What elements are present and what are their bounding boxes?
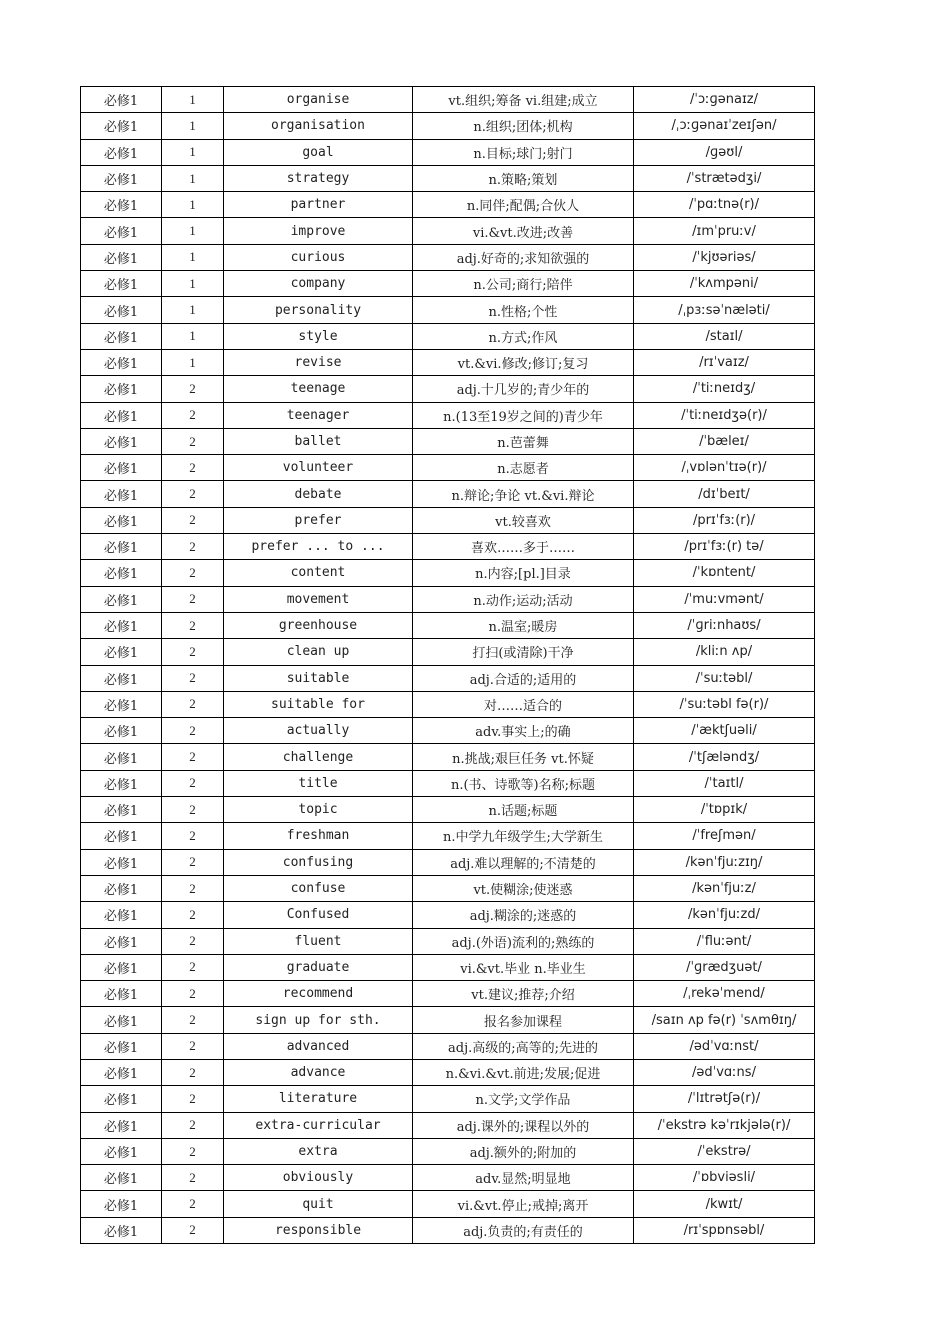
meaning-cell: adj.课外的;课程以外的: [413, 1112, 634, 1138]
meaning-cell: n.&vi.&vt.前进;发展;促进: [413, 1059, 634, 1085]
table-row: [81, 402, 815, 428]
textbook-cell: 必修1: [81, 218, 162, 244]
word-cell: suitable for: [224, 691, 413, 717]
word-cell: extra: [224, 1138, 413, 1164]
unit-cell: 2: [162, 1191, 224, 1217]
unit-cell: 2: [162, 639, 224, 665]
textbook-cell: 必修1: [81, 823, 162, 849]
word-cell: advance: [224, 1059, 413, 1085]
unit-cell: 2: [162, 612, 224, 638]
textbook-cell: 必修1: [81, 428, 162, 454]
word-cell: content: [224, 560, 413, 586]
table-row: [81, 639, 815, 665]
phonetic-cell: /saɪn ʌp fə(r) ˈsʌmθɪŋ/: [634, 1007, 815, 1033]
table-row: [81, 744, 815, 770]
textbook-cell: 必修1: [81, 1033, 162, 1059]
textbook-cell: 必修1: [81, 1112, 162, 1138]
meaning-cell: n.(书、诗歌等)名称;标题: [413, 770, 634, 796]
unit-cell: 2: [162, 797, 224, 823]
unit-cell: 2: [162, 1033, 224, 1059]
meaning-cell: n.方式;作风: [413, 323, 634, 349]
meaning-cell: adv.显然;明显地: [413, 1165, 634, 1191]
word-cell: prefer ... to ...: [224, 534, 413, 560]
meaning-cell: adj.糊涂的;迷惑的: [413, 902, 634, 928]
unit-cell: 2: [162, 665, 224, 691]
table-row: [81, 507, 815, 533]
unit-cell: 2: [162, 1007, 224, 1033]
phonetic-cell: /kənˈfjuːzɪŋ/: [634, 849, 815, 875]
phonetic-cell: /ɪmˈpruːv/: [634, 218, 815, 244]
meaning-cell: n.目标;球门;射门: [413, 139, 634, 165]
phonetic-cell: /ˌpɜːsəˈnæləti/: [634, 297, 815, 323]
table-row: [81, 797, 815, 823]
unit-cell: 2: [162, 534, 224, 560]
meaning-cell: adj.难以理解的;不清楚的: [413, 849, 634, 875]
phonetic-cell: /ˈɒbviəsli/: [634, 1165, 815, 1191]
phonetic-cell: /ˌrekəˈmend/: [634, 981, 815, 1007]
word-cell: organisation: [224, 113, 413, 139]
table-row: [81, 297, 815, 323]
table-row: [81, 87, 815, 113]
phonetic-cell: /ˈæktʃuəli/: [634, 718, 815, 744]
unit-cell: 2: [162, 376, 224, 402]
textbook-cell: 必修1: [81, 1191, 162, 1217]
unit-cell: 2: [162, 1059, 224, 1085]
phonetic-cell: /ˈekstrə/: [634, 1138, 815, 1164]
word-cell: greenhouse: [224, 612, 413, 638]
table-row: [81, 165, 815, 191]
phonetic-cell: /ˌɔːɡənaɪˈzeɪʃən/: [634, 113, 815, 139]
table-row: [81, 1165, 815, 1191]
word-cell: suitable: [224, 665, 413, 691]
textbook-cell: 必修1: [81, 849, 162, 875]
phonetic-cell: /ˈstrætədʒi/: [634, 165, 815, 191]
word-cell: literature: [224, 1086, 413, 1112]
textbook-cell: 必修1: [81, 1165, 162, 1191]
unit-cell: 2: [162, 954, 224, 980]
unit-cell: 2: [162, 744, 224, 770]
textbook-cell: 必修1: [81, 875, 162, 901]
phonetic-cell: /kənˈfjuːz/: [634, 875, 815, 901]
phonetic-cell: /rɪˈvaɪz/: [634, 349, 815, 375]
table-row: [81, 534, 815, 560]
unit-cell: 1: [162, 297, 224, 323]
table-row: [81, 665, 815, 691]
word-cell: topic: [224, 797, 413, 823]
meaning-cell: 对……适合的: [413, 691, 634, 717]
word-cell: challenge: [224, 744, 413, 770]
meaning-cell: n.(13至19岁之间的)青少年: [413, 402, 634, 428]
table-row: [81, 875, 815, 901]
textbook-cell: 必修1: [81, 797, 162, 823]
phonetic-cell: /ˈkɒntent/: [634, 560, 815, 586]
phonetic-cell: /ˈsuːtəbl fə(r)/: [634, 691, 815, 717]
meaning-cell: 打扫(或清除)干净: [413, 639, 634, 665]
phonetic-cell: /ˈfluːənt/: [634, 928, 815, 954]
unit-cell: 2: [162, 691, 224, 717]
textbook-cell: 必修1: [81, 1086, 162, 1112]
textbook-cell: 必修1: [81, 165, 162, 191]
unit-cell: 1: [162, 113, 224, 139]
table-row: [81, 218, 815, 244]
phonetic-cell: /ˈmuːvmənt/: [634, 586, 815, 612]
table-row: [81, 139, 815, 165]
phonetic-cell: /ˌvɒlənˈtɪə(r)/: [634, 455, 815, 481]
meaning-cell: n.挑战;艰巨任务 vt.怀疑: [413, 744, 634, 770]
unit-cell: 1: [162, 218, 224, 244]
word-cell: fluent: [224, 928, 413, 954]
phonetic-cell: /ˈbæleɪ/: [634, 428, 815, 454]
meaning-cell: adj.额外的;附加的: [413, 1138, 634, 1164]
textbook-cell: 必修1: [81, 87, 162, 113]
textbook-cell: 必修1: [81, 928, 162, 954]
meaning-cell: vt.组织;筹备 vi.组建;成立: [413, 87, 634, 113]
phonetic-cell: /kwɪt/: [634, 1191, 815, 1217]
meaning-cell: adj.合适的;适用的: [413, 665, 634, 691]
meaning-cell: n.组织;团体;机构: [413, 113, 634, 139]
meaning-cell: n.策略;策划: [413, 165, 634, 191]
textbook-cell: 必修1: [81, 1138, 162, 1164]
phonetic-cell: /ˈpɑːtnə(r)/: [634, 192, 815, 218]
meaning-cell: n.话题;标题: [413, 797, 634, 823]
meaning-cell: adj.十几岁的;青少年的: [413, 376, 634, 402]
meaning-cell: n.内容;[pl.]目录: [413, 560, 634, 586]
phonetic-cell: /ədˈvɑːns/: [634, 1059, 815, 1085]
meaning-cell: vt.较喜欢: [413, 507, 634, 533]
phonetic-cell: /ˈsuːtəbl/: [634, 665, 815, 691]
textbook-cell: 必修1: [81, 770, 162, 796]
vocabulary-table: [80, 86, 815, 1244]
table-row: [81, 770, 815, 796]
vocabulary-table-body: [81, 87, 815, 1244]
unit-cell: 2: [162, 1165, 224, 1191]
textbook-cell: 必修1: [81, 981, 162, 1007]
word-cell: title: [224, 770, 413, 796]
meaning-cell: n.温室;暖房: [413, 612, 634, 638]
unit-cell: 2: [162, 586, 224, 612]
word-cell: obviously: [224, 1165, 413, 1191]
unit-cell: 2: [162, 823, 224, 849]
unit-cell: 1: [162, 349, 224, 375]
word-cell: curious: [224, 244, 413, 270]
meaning-cell: n.芭蕾舞: [413, 428, 634, 454]
meaning-cell: n.公司;商行;陪伴: [413, 271, 634, 297]
word-cell: teenager: [224, 402, 413, 428]
phonetic-cell: /prɪˈfɜː(r) tə/: [634, 534, 815, 560]
table-row: [81, 323, 815, 349]
meaning-cell: adj.高级的;高等的;先进的: [413, 1033, 634, 1059]
unit-cell: 2: [162, 455, 224, 481]
table-row: [81, 349, 815, 375]
meaning-cell: adj.(外语)流利的;熟练的: [413, 928, 634, 954]
table-row: [81, 612, 815, 638]
textbook-cell: 必修1: [81, 113, 162, 139]
textbook-cell: 必修1: [81, 1007, 162, 1033]
textbook-cell: 必修1: [81, 639, 162, 665]
meaning-cell: vt.建议;推荐;介绍: [413, 981, 634, 1007]
phonetic-cell: /kənˈfjuːzd/: [634, 902, 815, 928]
textbook-cell: 必修1: [81, 718, 162, 744]
table-row: [81, 428, 815, 454]
word-cell: confuse: [224, 875, 413, 901]
table-row: [81, 1059, 815, 1085]
word-cell: revise: [224, 349, 413, 375]
unit-cell: 2: [162, 428, 224, 454]
textbook-cell: 必修1: [81, 902, 162, 928]
textbook-cell: 必修1: [81, 954, 162, 980]
phonetic-cell: /ˈtiːneɪdʒə(r)/: [634, 402, 815, 428]
unit-cell: 1: [162, 323, 224, 349]
meaning-cell: vt.使糊涂;使迷惑: [413, 875, 634, 901]
phonetic-cell: /ədˈvɑːnst/: [634, 1033, 815, 1059]
meaning-cell: adv.事实上;的确: [413, 718, 634, 744]
word-cell: organise: [224, 87, 413, 113]
table-row: [81, 113, 815, 139]
phonetic-cell: /ˈkʌmpəni/: [634, 271, 815, 297]
word-cell: Confused: [224, 902, 413, 928]
unit-cell: 2: [162, 928, 224, 954]
phonetic-cell: /dɪˈbeɪt/: [634, 481, 815, 507]
phonetic-cell: /ˈfreʃmən/: [634, 823, 815, 849]
phonetic-cell: /ˈɔːɡənaɪz/: [634, 87, 815, 113]
table-row: [81, 1112, 815, 1138]
meaning-cell: n.同伴;配偶;合伙人: [413, 192, 634, 218]
unit-cell: 1: [162, 244, 224, 270]
unit-cell: 2: [162, 770, 224, 796]
table-row: [81, 718, 815, 744]
word-cell: partner: [224, 192, 413, 218]
textbook-cell: 必修1: [81, 744, 162, 770]
unit-cell: 1: [162, 139, 224, 165]
textbook-cell: 必修1: [81, 586, 162, 612]
meaning-cell: vi.&vt.停止;戒掉;离开: [413, 1191, 634, 1217]
table-row: [81, 192, 815, 218]
phonetic-cell: /kliːn ʌp/: [634, 639, 815, 665]
table-row: [81, 1191, 815, 1217]
textbook-cell: 必修1: [81, 455, 162, 481]
table-row: [81, 586, 815, 612]
phonetic-cell: /ˈɡrædʒuət/: [634, 954, 815, 980]
table-row: [81, 1217, 815, 1243]
meaning-cell: vi.&vt.改进;改善: [413, 218, 634, 244]
unit-cell: 2: [162, 849, 224, 875]
word-cell: sign up for sth.: [224, 1007, 413, 1033]
meaning-cell: n.辩论;争论 vt.&vi.辩论: [413, 481, 634, 507]
unit-cell: 1: [162, 165, 224, 191]
word-cell: movement: [224, 586, 413, 612]
unit-cell: 2: [162, 1112, 224, 1138]
phonetic-cell: /ˈtɒpɪk/: [634, 797, 815, 823]
unit-cell: 2: [162, 981, 224, 1007]
phonetic-cell: /ɡəʊl/: [634, 139, 815, 165]
textbook-cell: 必修1: [81, 481, 162, 507]
word-cell: volunteer: [224, 455, 413, 481]
phonetic-cell: /ˈtʃæləndʒ/: [634, 744, 815, 770]
textbook-cell: 必修1: [81, 244, 162, 270]
phonetic-cell: /ˈɡriːnhaʊs/: [634, 612, 815, 638]
table-row: [81, 455, 815, 481]
textbook-cell: 必修1: [81, 297, 162, 323]
unit-cell: 1: [162, 271, 224, 297]
phonetic-cell: /ˈtaɪtl/: [634, 770, 815, 796]
textbook-cell: 必修1: [81, 507, 162, 533]
word-cell: graduate: [224, 954, 413, 980]
textbook-cell: 必修1: [81, 192, 162, 218]
word-cell: teenage: [224, 376, 413, 402]
textbook-cell: 必修1: [81, 349, 162, 375]
textbook-cell: 必修1: [81, 612, 162, 638]
meaning-cell: n.动作;运动;活动: [413, 586, 634, 612]
word-cell: debate: [224, 481, 413, 507]
word-cell: company: [224, 271, 413, 297]
textbook-cell: 必修1: [81, 560, 162, 586]
meaning-cell: n.性格;个性: [413, 297, 634, 323]
word-cell: prefer: [224, 507, 413, 533]
table-row: [81, 691, 815, 717]
table-row: [81, 481, 815, 507]
word-cell: advanced: [224, 1033, 413, 1059]
unit-cell: 1: [162, 87, 224, 113]
meaning-cell: n.文学;文学作品: [413, 1086, 634, 1112]
textbook-cell: 必修1: [81, 376, 162, 402]
meaning-cell: n.中学九年级学生;大学新生: [413, 823, 634, 849]
table-row: [81, 928, 815, 954]
unit-cell: 2: [162, 402, 224, 428]
phonetic-cell: /ˈekstrə kəˈrɪkjələ(r)/: [634, 1112, 815, 1138]
unit-cell: 2: [162, 875, 224, 901]
word-cell: goal: [224, 139, 413, 165]
word-cell: extra-curricular: [224, 1112, 413, 1138]
table-row: [81, 954, 815, 980]
meaning-cell: vi.&vt.毕业 n.毕业生: [413, 954, 634, 980]
phonetic-cell: /ˈtiːneɪdʒ/: [634, 376, 815, 402]
meaning-cell: adj.好奇的;求知欲强的: [413, 244, 634, 270]
table-row: [81, 902, 815, 928]
textbook-cell: 必修1: [81, 271, 162, 297]
textbook-cell: 必修1: [81, 1059, 162, 1085]
meaning-cell: vt.&vi.修改;修订;复习: [413, 349, 634, 375]
word-cell: quit: [224, 1191, 413, 1217]
word-cell: personality: [224, 297, 413, 323]
unit-cell: 1: [162, 192, 224, 218]
textbook-cell: 必修1: [81, 139, 162, 165]
meaning-cell: 喜欢……多于……: [413, 534, 634, 560]
textbook-cell: 必修1: [81, 534, 162, 560]
textbook-cell: 必修1: [81, 691, 162, 717]
table-row: [81, 376, 815, 402]
unit-cell: 2: [162, 718, 224, 744]
table-row: [81, 271, 815, 297]
phonetic-cell: /rɪˈspɒnsəbl/: [634, 1217, 815, 1243]
word-cell: confusing: [224, 849, 413, 875]
word-cell: clean up: [224, 639, 413, 665]
table-row: [81, 1007, 815, 1033]
word-cell: freshman: [224, 823, 413, 849]
unit-cell: 2: [162, 1138, 224, 1164]
phonetic-cell: /prɪˈfɜː(r)/: [634, 507, 815, 533]
textbook-cell: 必修1: [81, 665, 162, 691]
table-row: [81, 849, 815, 875]
word-cell: recommend: [224, 981, 413, 1007]
unit-cell: 2: [162, 1217, 224, 1243]
word-cell: style: [224, 323, 413, 349]
textbook-cell: 必修1: [81, 1217, 162, 1243]
word-cell: actually: [224, 718, 413, 744]
table-row: [81, 1086, 815, 1112]
table-row: [81, 1033, 815, 1059]
table-row: [81, 560, 815, 586]
word-cell: improve: [224, 218, 413, 244]
unit-cell: 2: [162, 902, 224, 928]
textbook-cell: 必修1: [81, 323, 162, 349]
phonetic-cell: /ˈkjʊəriəs/: [634, 244, 815, 270]
table-row: [81, 244, 815, 270]
phonetic-cell: /ˈlɪtrətʃə(r)/: [634, 1086, 815, 1112]
meaning-cell: adj.负责的;有责任的: [413, 1217, 634, 1243]
meaning-cell: 报名参加课程: [413, 1007, 634, 1033]
unit-cell: 2: [162, 481, 224, 507]
textbook-cell: 必修1: [81, 402, 162, 428]
table-row: [81, 1138, 815, 1164]
unit-cell: 2: [162, 560, 224, 586]
unit-cell: 2: [162, 507, 224, 533]
phonetic-cell: /staɪl/: [634, 323, 815, 349]
table-row: [81, 823, 815, 849]
word-cell: strategy: [224, 165, 413, 191]
word-cell: responsible: [224, 1217, 413, 1243]
unit-cell: 2: [162, 1086, 224, 1112]
word-cell: ballet: [224, 428, 413, 454]
meaning-cell: n.志愿者: [413, 455, 634, 481]
table-row: [81, 981, 815, 1007]
